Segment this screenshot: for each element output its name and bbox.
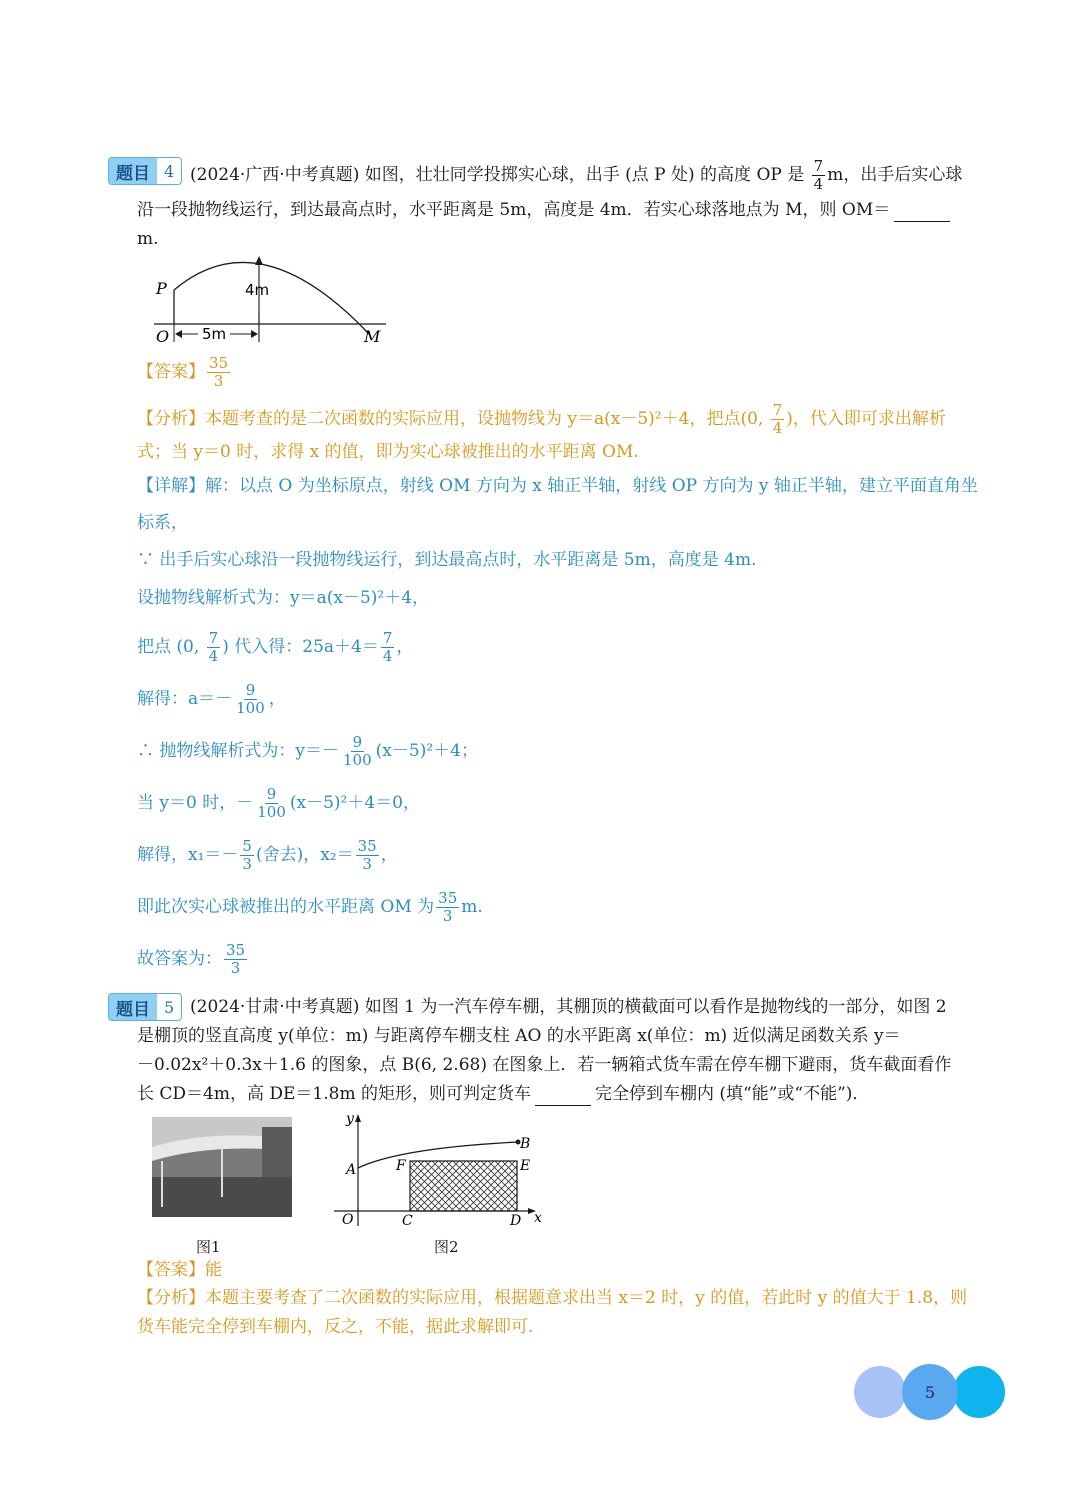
fraction: $\frac{35}{3}$ — [357, 837, 377, 873]
q4-detail-line8: 当 y＝0 时，－ $\frac{9}{100}$ (x－5)²＋4＝0， — [137, 785, 420, 821]
carport-photo-sketch — [152, 1117, 292, 1217]
label-F: F — [396, 1158, 406, 1174]
question-tag-number: 5 — [164, 997, 175, 1017]
fraction: $\frac{7}{4}$ — [382, 629, 393, 665]
q4-detail-line4: 设抛物线解析式为：y＝a(x－5)²＋4， — [137, 588, 430, 608]
fig2-caption: 图2 — [434, 1238, 459, 1256]
fraction: $\frac{35}{3}$ — [438, 889, 458, 925]
carport-photo — [152, 1117, 292, 1217]
q4-detail-line10: 即此次实心球被推出的水平距离 OM 为 $\frac{35}{3}$ m. — [137, 889, 483, 925]
label-O: O — [156, 327, 170, 346]
label-M: M — [364, 327, 381, 346]
label-C: C — [402, 1213, 413, 1229]
fraction: $\frac{7}{4}$ — [208, 629, 219, 665]
label-x: x — [534, 1210, 542, 1226]
q4-detail-line6: 解得：a＝－ $\frac{9}{100}$ ， — [137, 681, 286, 717]
q4-analysis-line1: 【分析】本题考查的是二次函数的实际应用，设抛物线为 y＝a(x－5)²＋4，把点(0, $\frac{7}{4}$ )，代入即可求出解析 — [137, 401, 946, 437]
label-height: 4m — [245, 281, 270, 299]
question-tag-4 — [108, 157, 182, 185]
q5-line1: (2024·甘肃·中考真题) 如图 1 为一汽车停车棚，其棚顶的横截面可以看作是抛物线的一部分，如图 2 — [190, 997, 947, 1017]
q4-detail-line9: 解得，x₁＝－ $\frac{5}{3}$ (舍去)，x₂＝ $\frac{35}{3}$ ， — [137, 837, 398, 873]
q5-line2: 是棚顶的竖直高度 y(单位：m) 与距离停车棚支柱 AO 的水平距离 x(单位：m) 近似满足函数关系 y＝ — [137, 1026, 901, 1046]
label-A: A — [346, 1162, 357, 1178]
page-badge-right-circle — [953, 1366, 1005, 1418]
fraction: $\frac{9}{100}$ — [343, 733, 372, 769]
fig1-caption: 图1 — [196, 1238, 221, 1256]
answer-blank — [535, 1087, 591, 1106]
label-P: P — [156, 279, 167, 298]
answer-fraction: $\frac{35}{3}$ — [209, 354, 229, 390]
fraction: $\frac{5}{3}$ — [242, 837, 252, 873]
q5-answer: 【答案】能 — [137, 1260, 222, 1280]
page-badge-left-circle — [854, 1366, 906, 1418]
q4-parabola-figure — [148, 250, 398, 350]
q4-analysis-line2: 式；当 y＝0 时，求得 x 的值，即为实心球被推出的水平距离 OM. — [137, 442, 639, 462]
label-D: D — [510, 1213, 522, 1229]
fraction: $\frac{9}{100}$ — [236, 681, 265, 717]
detail-label: 【详解】 — [137, 476, 205, 496]
answer-blank — [894, 203, 950, 222]
page-number: 5 — [902, 1364, 958, 1420]
q4-text: m，出手后实心球 — [827, 165, 963, 185]
q5-analysis-line1: 【分析】本题主要考查了二次函数的实际应用，根据题意求出当 x＝2 时，y 的值，若此时 y 的值大于 1.8，则 — [137, 1288, 968, 1308]
fraction: $\frac{7}{4}$ — [813, 157, 824, 193]
q4-text: (2024·广西·中考真题) 如图，壮壮同学投掷实心球，出手 (点 P 处) 的高度 OP 是 — [190, 165, 805, 185]
q4-detail-line3: ∵ 出手后实心球沿一段抛物线运行，到达最高点时，水平距离是 5m，高度是 4m. — [137, 550, 757, 570]
q4-line2 — [137, 198, 954, 222]
answer-label: 【答案】 — [137, 362, 205, 382]
q4-text: 沿一段抛物线运行，到达最高点时，水平距离是 5m，高度是 4m．若实心球落地点为 M，则 OM＝ — [137, 200, 891, 220]
q5-line4: 长 CD＝4m，高 DE＝1.8m 的矩形，则可判定货车 完全停到车棚内 (填“能”或“不能”)． — [137, 1084, 870, 1104]
question-tag-number: 4 — [164, 161, 175, 181]
label-O: O — [342, 1212, 354, 1228]
question-tag-5 — [108, 993, 182, 1021]
q4-line1 — [190, 158, 962, 193]
q4-detail-line7: ∴ 抛物线解析式为：y＝－ $\frac{9}{100}$ (x－5)²＋4； — [137, 733, 478, 769]
answer-label: 【答案】 — [137, 1260, 205, 1280]
label-dist: 5m — [202, 325, 227, 343]
analysis-label: 【分析】 — [137, 1288, 205, 1308]
fraction: $\frac{9}{100}$ — [257, 785, 286, 821]
q4-detail-line1: 【详解】解：以点 O 为坐标原点，射线 OM 方向为 x 轴正半轴，射线 OP 方向为 y 轴正半轴，建立平面直角坐 — [137, 476, 978, 496]
fraction: $\frac{35}{3}$ — [226, 941, 246, 977]
q4-line3: m. — [137, 229, 159, 249]
q4-detail-line2: 标系， — [137, 513, 188, 533]
q5-line3: －0.02x²＋0.3x＋1.6 的图象，点 B(6, 2.68) 在图象上．若一辆箱式货车需在停车棚下避雨，货车截面看作 — [137, 1055, 952, 1075]
question-tag-label: 题目 — [109, 158, 157, 184]
q4-detail-line5: 把点 (0, $\frac{7}{4}$ ) 代入得：25a＋4＝ $\frac{7}{4}$ ， — [137, 629, 414, 665]
fraction: $\frac{7}{4}$ — [772, 401, 783, 437]
q4-detail-line11: 故答案为： $\frac{35}{3}$ — [137, 941, 246, 977]
label-E: E — [520, 1158, 531, 1174]
question-tag-label: 题目 — [109, 994, 157, 1020]
label-B: B — [520, 1136, 531, 1152]
q5-graph-figure — [330, 1108, 550, 1230]
q5-analysis-line2: 货车能完全停到车棚内，反之，不能，据此求解即可. — [137, 1317, 534, 1337]
label-y: y — [346, 1111, 354, 1127]
q4-answer — [137, 355, 232, 390]
analysis-label: 【分析】 — [137, 409, 205, 429]
